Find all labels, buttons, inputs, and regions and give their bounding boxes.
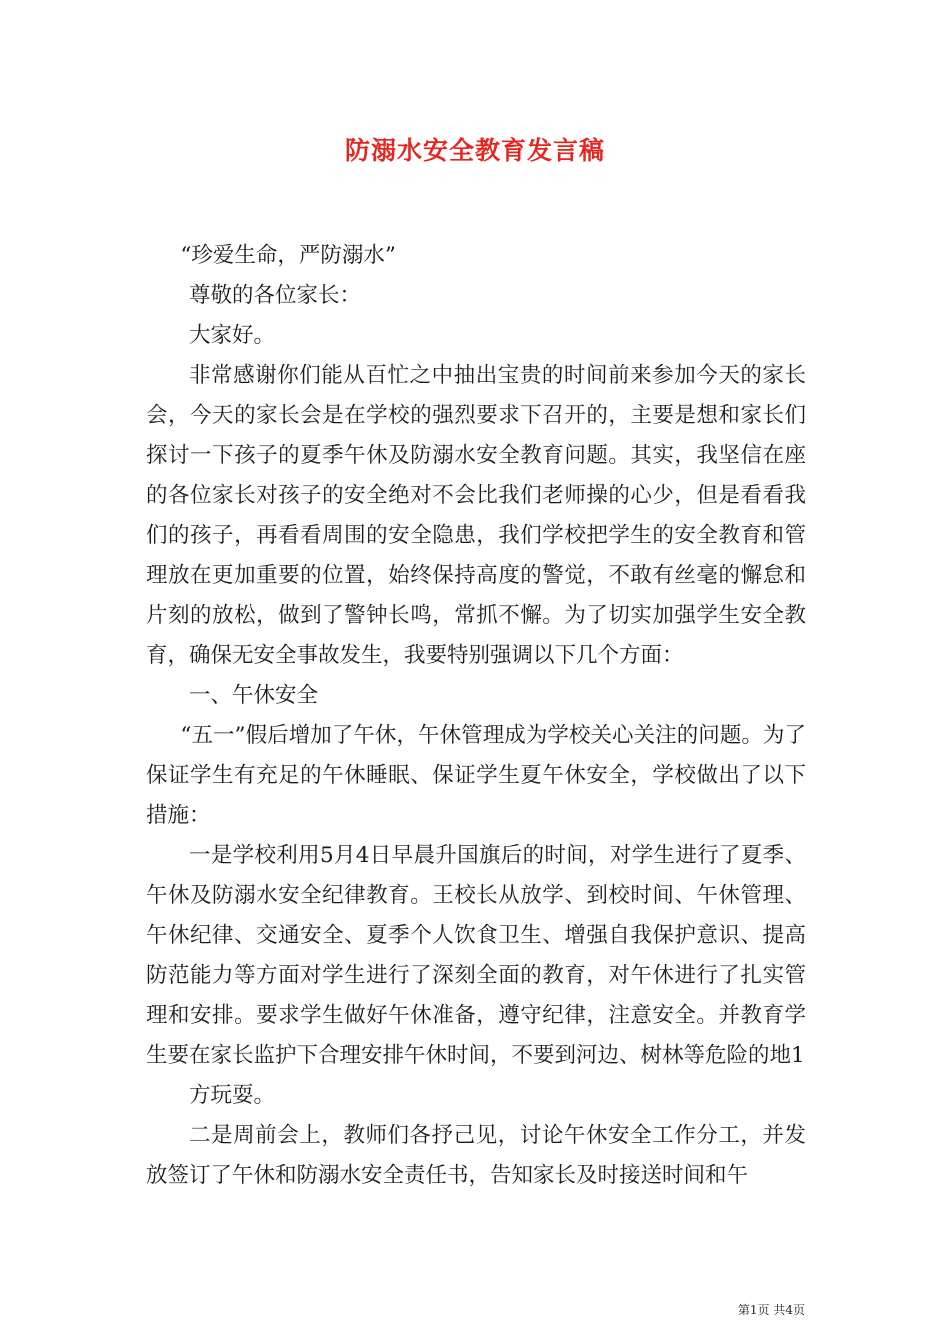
- section-heading-noon-rest-safety: 一、午休安全: [189, 683, 319, 708]
- paragraph-measure-one-cont: 方玩耍。: [189, 1083, 276, 1108]
- paragraph-measure-two: 二是周前会上，教师们各抒己见，讨论午休安全工作分工，并发放签订了午休和防溺水安全责任书，告知家长及时接送时间和午: [146, 1123, 806, 1188]
- paragraph-noon-rest: “五一”假后增加了午休，午休管理成为学校关心关注的问题。为了保证学生有充足的午休睡眠、保证学生夏午休安全，学校做出了以下措施：: [146, 723, 806, 828]
- paragraph-greeting: 大家好。: [189, 323, 276, 348]
- page-number-footer: 第1页 共4页: [737, 1303, 805, 1317]
- paragraph-measure-one: 一是学校利用5月4日早晨升国旗后的时间，对学生进行了夏季、午休及防溺水安全纪律教育。王校长从放学、到校时间、午休管理、午休纪律、交通安全、夏季个人饮食卫生、增强自我保护意识、提高防范能力等方面对学生进行了深刻全面的教育，对午休进行了扎实管理和安排。要求学生做好午休准备，遵守纪律，注意安全。并教育学生要在家长监护下合理安排午休时间，不要到河边、树林等危险的地1: [146, 843, 806, 1068]
- document-body: [146, 236, 806, 1196]
- document-title: 防溺水安全教育发言稿: [344, 136, 605, 165]
- paragraph-slogan: “珍爱生命，严防溺水”: [180, 243, 396, 268]
- paragraph-salutation: 尊敬的各位家长：: [189, 283, 362, 308]
- paragraph-intro: 非常感谢你们能从百忙之中抽出宝贵的时间前来参加今天的家长会，今天的家长会是在学校的强烈要求下召开的，主要是想和家长们探讨一下孩子的夏季午休及防溺水安全教育问题。其实，我坚信在座的各位家长对孩子的安全绝对不会比我们老师操的心少，但是看看我们的孩子，再看看周围的安全隐患，我们学校把学生的安全教育和管理放在更加重要的位置，始终保持高度的警觉，不敢有丝毫的懈怠和片刻的放松，做到了警钟长鸣，常抓不懈。为了切实加强学生安全教育，确保无安全事故发生，我要特别强调以下几个方面：: [146, 363, 806, 668]
